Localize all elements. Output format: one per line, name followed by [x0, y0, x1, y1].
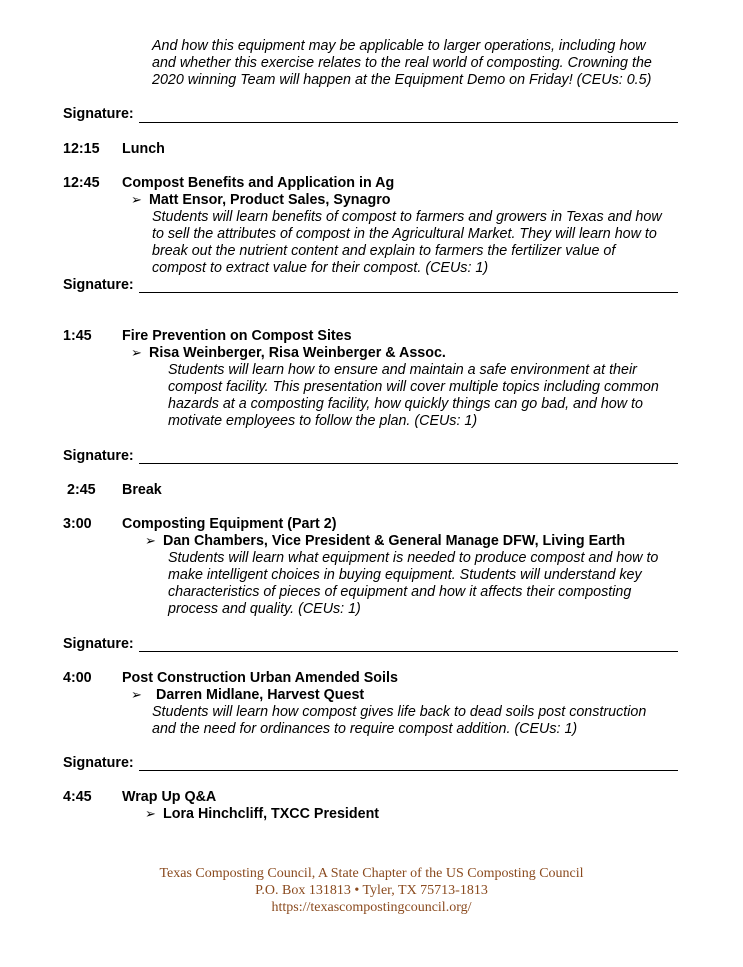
session-title-compost-benefits: Compost Benefits and Application in Ag — [122, 175, 395, 191]
speaker-composting-equipment — [145, 533, 625, 549]
speaker-urban-soils — [131, 687, 364, 703]
time-urban-soils: 4:00 — [63, 670, 92, 686]
signature-label: Signature: — [63, 277, 134, 293]
signature-line[interactable] — [139, 651, 678, 652]
intro-line: 2020 winning Team will happen at the Equipment Demo on Friday! (CEUs: 0.5) — [152, 72, 652, 88]
signature-line[interactable] — [139, 770, 678, 771]
desc-line: compost to extract value for their compost. (CEUs: 1) — [152, 260, 489, 276]
desc-line: hazards at a composting facility, how quickly things can go bad, and how to — [168, 396, 643, 412]
intro-line: and whether this exercise relates to the real world of composting. Crowning the — [152, 55, 652, 71]
desc-line: break out the nutrient content and explain to farmers the fertilizer value of — [152, 243, 616, 259]
signature-line[interactable] — [139, 292, 678, 293]
time-composting-equipment: 3:00 — [63, 516, 92, 532]
speaker-name: Dan Chambers, Vice President & General Manage DFW, Living Earth — [163, 533, 626, 549]
speaker-name: Matt Ensor, Product Sales, Synagro — [149, 192, 391, 208]
session-title-lunch: Lunch — [122, 141, 165, 157]
signature-label: Signature: — [63, 106, 134, 122]
session-title-composting-equipment: Composting Equipment (Part 2) — [122, 516, 337, 532]
footer-org-name: Texas Composting Council, A State Chapter of the US Composting Council — [159, 866, 584, 881]
desc-line: to sell the attributes of compost in the Agricultural Market. They will learn how to — [152, 226, 657, 242]
desc-line: motivate employees to follow the plan. (CEUs: 1) — [168, 413, 478, 429]
footer-website-link[interactable]: https://texascompostingcouncil.org/ — [271, 900, 472, 915]
desc-line: Students will learn how to ensure and maintain a safe environment at their — [168, 362, 637, 378]
session-title-wrap-up: Wrap Up Q&A — [122, 789, 217, 805]
session-title-fire-prevention: Fire Prevention on Compost Sites — [122, 328, 352, 344]
intro-paragraph — [152, 38, 712, 89]
signature-label: Signature: — [63, 755, 134, 771]
page-footer — [0, 865, 743, 916]
arrow-bullet-icon: ➢ — [145, 806, 156, 821]
description-fire-prevention — [168, 362, 713, 430]
speaker-name: Lora Hinchcliff, TXCC President — [163, 806, 380, 822]
desc-line: make intelligent choices in buying equipment. Students will understand key — [168, 567, 642, 583]
desc-line: Students will learn how compost gives life back to dead soils post construction — [152, 704, 647, 720]
time-break: 2:45 — [67, 482, 96, 498]
speaker-fire-prevention — [131, 345, 446, 361]
intro-line: And how this equipment may be applicable to larger operations, including how — [152, 38, 646, 54]
signature-line[interactable] — [139, 463, 678, 464]
desc-line: Students will learn what equipment is needed to produce compost and how to — [168, 550, 659, 566]
session-title-break: Break — [122, 482, 162, 498]
arrow-bullet-icon: ➢ — [131, 687, 142, 702]
signature-line[interactable] — [139, 122, 678, 123]
speaker-wrap-up — [145, 806, 379, 822]
speaker-name: Risa Weinberger, Risa Weinberger & Assoc. — [149, 345, 446, 361]
desc-line: Students will learn benefits of compost to farmers and growers in Texas and how — [152, 209, 662, 225]
time-lunch: 12:15 — [63, 141, 100, 157]
time-compost-benefits: 12:45 — [63, 175, 100, 191]
arrow-bullet-icon: ➢ — [131, 192, 142, 207]
description-compost-benefits — [152, 209, 712, 277]
desc-line: characteristics of pieces of equipment and how it affects their composting — [168, 584, 632, 600]
desc-line: compost facility. This presentation will cover multiple topics including common — [168, 379, 659, 395]
time-wrap-up: 4:45 — [63, 789, 92, 805]
session-title-urban-soils: Post Construction Urban Amended Soils — [122, 670, 398, 686]
speaker-name: Darren Midlane, Harvest Quest — [156, 687, 365, 703]
footer-address: P.O. Box 131813 • Tyler, TX 75713-1813 — [255, 883, 488, 898]
signature-label: Signature: — [63, 636, 134, 652]
desc-line: and the need for ordinances to require compost addition. (CEUs: 1) — [152, 721, 578, 737]
arrow-bullet-icon: ➢ — [131, 345, 142, 360]
description-urban-soils — [152, 704, 712, 738]
speaker-compost-benefits — [131, 192, 391, 208]
description-composting-equipment — [168, 550, 713, 618]
desc-line: process and quality. (CEUs: 1) — [168, 601, 361, 617]
signature-label: Signature: — [63, 448, 134, 464]
time-fire-prevention: 1:45 — [63, 328, 92, 344]
arrow-bullet-icon: ➢ — [145, 533, 156, 548]
